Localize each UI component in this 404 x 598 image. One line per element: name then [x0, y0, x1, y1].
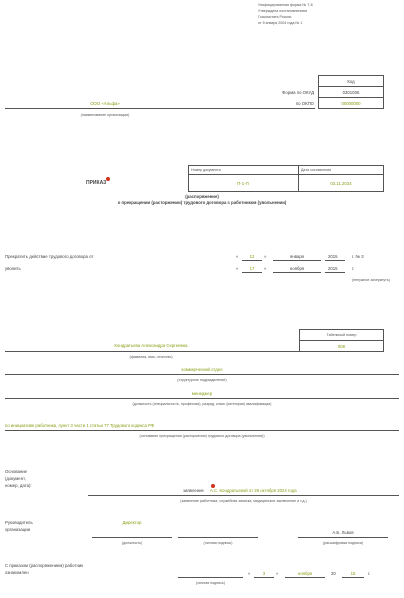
contract-year: 2015 — [328, 254, 338, 259]
acquaint-month: ноября — [297, 571, 313, 576]
dismiss-month: ноября — [289, 266, 305, 271]
contract-quote-close: » — [264, 254, 267, 259]
form-header-line3: Госкомстата России — [258, 15, 292, 19]
head-name-caption: (расшифровка подписи) — [322, 541, 364, 545]
employee-name-caption: (фамилия, имя, отчество) — [129, 355, 173, 359]
contract-label: Прекратить действие трудового договора от — [5, 254, 94, 259]
organization-caption: (наименование организации) — [80, 113, 130, 117]
okpo-value: 00000000 — [341, 101, 361, 106]
head-label-2: организации — [5, 527, 31, 532]
unneeded-note: (ненужное зачеркнуть) — [352, 278, 390, 282]
basis-caption: (заявление работника, служебная записка, медицинское заключение и т.д.) — [180, 499, 307, 503]
document-subtitle2: о прекращении (расторжении) трудового договора с работником (увольнении) — [117, 200, 287, 205]
position-value: менеджер — [191, 391, 213, 396]
basis-label-3: номер, дата): — [5, 483, 32, 488]
form-header-line1: Унифицированная форма № Т-8 — [258, 3, 313, 7]
department-value: коммерческий отдел — [181, 367, 223, 372]
acquaint-label-2: ознакомлен — [5, 570, 29, 575]
basis-label-2: (документ, — [5, 476, 26, 481]
form-header-line2: Утверждена постановлением — [258, 9, 307, 13]
document-title: ПРИКАЗ — [86, 180, 107, 186]
contract-number: г. № 3 — [352, 254, 364, 259]
tab-number-label: Табельный номер — [326, 333, 357, 337]
tab-number-value: 008 — [337, 344, 346, 349]
head-label-1: Руководитель — [5, 520, 33, 525]
document-number-value: П-1-П — [237, 181, 249, 186]
acquaint-quote-close: » — [276, 571, 279, 576]
dismiss-year-suffix: г. — [352, 266, 355, 271]
contract-day: 12 — [249, 254, 255, 259]
acquaint-signature-caption: (личная подпись) — [196, 581, 225, 585]
employee-name: Кондратьева Александра Сергеевна — [114, 343, 188, 348]
okud-label: Форма по ОКУД — [282, 90, 314, 95]
basis-statement-prefix: заявление — [183, 488, 204, 493]
acquaint-day: 3 — [262, 571, 266, 576]
organization-name: ООО «Альфа» — [90, 101, 120, 106]
form-header-line4: от 5 января 2004 года № 1 — [258, 21, 303, 25]
basis-statement-value: А.С. Кондратьевой от 28 октября 2024 года — [210, 488, 297, 493]
head-position: Директор — [122, 520, 142, 525]
acquaint-label-1: С приказом (распоряжением) работник — [5, 563, 84, 568]
dismiss-quote-open: « — [236, 266, 239, 271]
stamp-mark-icon — [106, 177, 110, 181]
document-number-label: Номер документа — [191, 168, 221, 172]
stamp-mark-icon — [211, 484, 215, 488]
contract-quote-open: « — [236, 254, 239, 259]
dismiss-year: 2015 — [328, 266, 338, 271]
department-caption: (структурное подразделение) — [177, 378, 227, 382]
reason-value: по инициативе работника, пункт 3 части 1 статьи 77 Трудового кодекса РФ — [5, 423, 155, 428]
document-date-label: Дата составления — [301, 168, 332, 172]
dismiss-day: 17 — [249, 266, 255, 271]
document-date-value: 03.11.2024 — [330, 181, 352, 186]
acquaint-year-suffix: г. — [368, 571, 371, 576]
acquaint-year-prefix: 20 — [331, 571, 336, 576]
position-caption: (должность (специальность, профессия), разряд, класс (категория) квалификации) — [132, 402, 272, 406]
acquaint-year: 15 — [350, 571, 356, 576]
basis-label-1: Основание — [5, 469, 28, 474]
dismiss-label: уволить — [5, 266, 21, 271]
document-subtitle1: (распоряжение) — [185, 194, 219, 199]
head-signature-caption: (личная подпись) — [203, 541, 233, 545]
head-position-caption: (должность) — [121, 541, 143, 545]
dismiss-quote-close: » — [264, 266, 267, 271]
reason-caption: (основание прекращения (расторжения) трудового договора (увольнения)) — [139, 434, 265, 438]
code-header: Код — [347, 79, 355, 84]
head-name: А.Б. Львов — [332, 530, 354, 535]
okpo-label: по ОКПО — [295, 101, 314, 106]
contract-month: января — [290, 254, 304, 259]
acquaint-quote-open: « — [248, 571, 251, 576]
okud-value: 0301006 — [342, 90, 360, 95]
